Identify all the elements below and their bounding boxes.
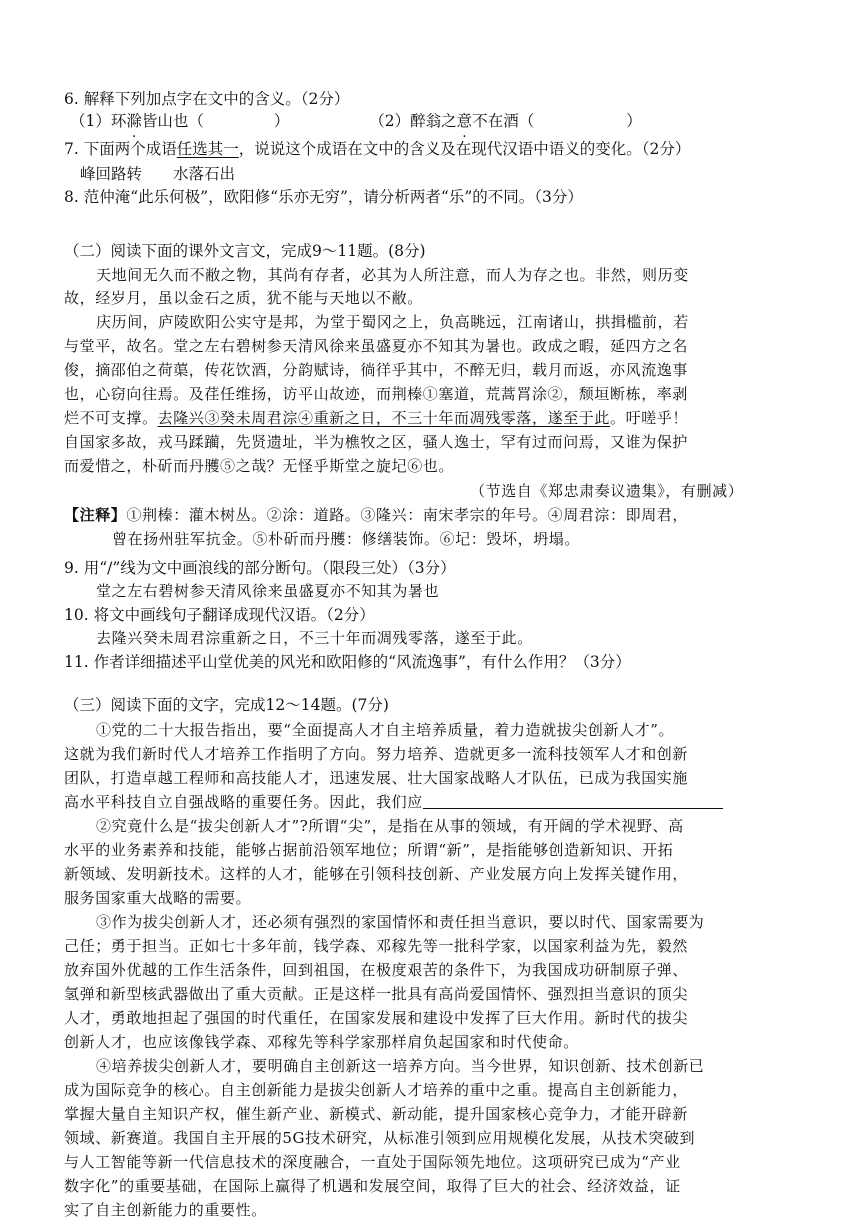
s2-p2-l1: 庆历间，庐陵欧阳公实守是邦，为堂于蜀冈之上，负高眺远，江南诸山，拱揖槛前，若 xyxy=(96,313,689,331)
s3-p1-l3: 团队，打造卓越工程师和高技能人才，迅速发展、壮大国家战略人才队伍，已成为我国实施 xyxy=(64,769,689,787)
s3-p3-l4: 氢弹和新型核武器做出了重大贡献。正是这样一批具有高尚爱国情怀、强烈担当意识的顶尖 xyxy=(64,985,689,1003)
q8-stem: 8. 范仲淹“此乐何极”，欧阳修“乐亦无穷”，请分析两者“乐”的不同。（3分） xyxy=(64,188,583,206)
q6-item1-close: ） xyxy=(273,112,290,130)
s2-notes-l1 xyxy=(64,504,688,526)
s3-p1-l4 xyxy=(64,791,723,813)
s2-notes-l2: 曾在扬州驻军抗金。⑤朴斫而丹雘：修缮装饰。⑥圮：毁坏，坍塌。 xyxy=(112,530,581,548)
s3-p3-l3: 放弃国外优越的工作生活条件，回到祖国，在极度艰苦的条件下，为我国成功研制原子弹、 xyxy=(64,961,689,979)
s3-p1-l1: ①党的二十大报告指出，要“全面提高人才自主培养质量，着力造就拔尖创新人才”。 xyxy=(96,721,675,739)
q10-stem: 10. 将文中画线句子翻译成现代汉语。（2分） xyxy=(64,606,375,624)
q6-item2-blank[interactable] xyxy=(534,112,626,128)
q6-item2-dot: 意 xyxy=(456,112,473,130)
s3-p3-l2: 己任；勇于担当。正如七十多年前，钱学森、邓稼先等一批科学家，以国家利益为先，毅然 xyxy=(64,937,689,955)
s2-p1-l2: 故，经岁月，虽以金石之质，犹不能与天地以不敝。 xyxy=(64,289,423,307)
s2-p2-l5-pre: 烂不可支撑。 xyxy=(64,409,158,427)
q6-item2-post: 不在酒（ xyxy=(472,112,535,130)
q6-item1-post: 皆山也（ xyxy=(141,112,204,130)
s3-p2-l4: 服务国家重大战略的需要。 xyxy=(64,889,252,907)
s3-p2-l3: 新领域、发明新技术。这样的人才，能够在引领科技创新、产业发展方向上发挥关键作用， xyxy=(64,865,689,883)
s3-p3-l1: ③作为拔尖创新人才，还必须有强烈的家国情怀和责任担当意识，要以时代、国家需要为 xyxy=(96,913,705,931)
s3-answer-blank[interactable] xyxy=(423,792,723,809)
section2-heading: （二）阅读下面的课外文言文，完成9～11题。(8分) xyxy=(64,242,426,260)
s3-p2-l2: 水平的业务素养和技能，能够占据前沿领军地位；所谓“新”，是指能够创造新知识、开拓 xyxy=(64,841,674,859)
s3-p4-l3: 掌握大量自主知识产权，催生新产业、新模式、新动能，提升国家核心竞争力，才能开辟新 xyxy=(64,1105,689,1123)
q7-stem-pre: 7. 下面两个成语 xyxy=(64,140,177,158)
s2-p2-l6: 自国家多故，戎马蹂躏，先贤遗址，半为樵牧之区，骚人逸士，罕有过而问焉，又谁为保护 xyxy=(64,433,689,451)
s2-p2-l2-text: 与堂平，故名。堂之左右碧树参天清风徐来虽盛夏亦不知其为暑也。政成之暇，延四方之名 xyxy=(64,337,689,355)
q11-stem: 11. 作者详细描述平山堂优美的风光和欧阳修的“风流逸事”，有什么作用？（3分） xyxy=(64,653,631,671)
q6-item1-pre: （1）环 xyxy=(70,112,127,130)
q9-text: 堂之左右碧树参天清风徐来虽盛夏亦不知其为暑也 xyxy=(96,582,440,600)
q9-stem: 9. 用“/”线为文中画浪线的部分断句。（限段三处）（3分） xyxy=(64,559,456,577)
q6-item2-pre: （2）醉翁之 xyxy=(369,112,457,130)
q7-stem-post: ，说说这个成语在文中的含义及在现代汉语中语义的变化。（2分） xyxy=(238,140,691,158)
s2-p2-l2 xyxy=(64,335,688,357)
s2-note-l1-text: ①荆榛：灌木树丛。②涂：道路。③隆兴：南宋孝宗的年号。④周君淙：即周君， xyxy=(126,506,689,524)
s2-note-label: 【注释】 xyxy=(64,506,127,524)
q6-item1-dot: 滁 xyxy=(126,112,142,130)
q6-item1-blank[interactable] xyxy=(204,112,274,128)
s3-p3-l6: 创新人才，也应该像钱学森、邓稼先等科学家那样肩负起国家和时代使命。 xyxy=(64,1033,579,1051)
s2-source: （节选自《郑忠肃奏议遗集》，有删减） xyxy=(470,482,744,500)
s3-p2-l1: ②究竟什么是“拔尖创新人才”?所谓“尖”，是指在从事的领域，有开阔的学术视野、高 xyxy=(96,817,684,835)
s2-p2-l4: 也，心窃向往焉。及荏任维扬，访平山故迹，而荆榛①塞道，荒蒿罥涂②，颓垣断栋，率剥 xyxy=(64,385,689,403)
q6-item2-close: ） xyxy=(626,112,642,130)
s2-p2-l5-underlined: 去隆兴③癸未周君淙④重新之日，不三十年而凋残零落，遂至于此 xyxy=(157,409,611,427)
s2-p2-l5 xyxy=(64,407,688,429)
q7-idioms: 峰回路转 水落石出 xyxy=(80,165,236,183)
q7-stem xyxy=(64,138,690,160)
q7-stem-under: 任选其一 xyxy=(176,140,239,158)
q10-text: 去隆兴癸未周君淙重新之日，不三十年而凋残零落，遂至于此。 xyxy=(96,629,533,647)
s2-p1-l1: 天地间无久而不敝之物，其尚有存者，必其为人所注意，而人为存之也。非然，则历变 xyxy=(96,266,689,284)
s3-p4-l4: 领域、新赛道。我国自主开展的5G技术研究，从标准引领到应用规模化发展，从技术突破到 xyxy=(64,1129,696,1147)
q6-stem: 6. 解释下列加点字在文中的含义。（2分） xyxy=(64,90,350,108)
s3-p1-l4-text: 高水平科技自立自强战略的重要任务。因此，我们应 xyxy=(64,793,423,811)
s2-p2-l7: 而爱惜之，朴斫而丹雘⑤之哉？无怪乎斯堂之旋圮⑥也。 xyxy=(64,457,455,475)
s3-p4-l1: ④培养拔尖创新人才，要明确自主创新这一培养方向。当今世界，知识创新、技术创新已 xyxy=(96,1057,705,1075)
s3-p4-l5: 与人工智能等新一代信息技术的深度融合，一直处于国际领先地位。这项研究已成为“产业 xyxy=(64,1153,681,1171)
q6-items xyxy=(70,110,642,132)
s3-p3-l5: 人才，勇敢地担起了强国的时代重任，在国家发展和建设中发挥了巨大作用。新时代的拔尖 xyxy=(64,1009,689,1027)
s3-p4-l2: 成为国际竞争的核心。自主创新能力是拔尖创新人才培养的重中之重。提高自主创新能力， xyxy=(64,1081,689,1099)
s2-p2-l5-post: 。吁嗟乎！ xyxy=(610,409,689,427)
s3-p1-l2: 这就为我们新时代人才培养工作指明了方向。努力培养、造就更多一流科技领军人才和创新 xyxy=(64,745,689,763)
s3-p4-l6: 数字化”的重要基础，在国际上赢得了机遇和发展空间，取得了巨大的社会、经济效益，证 xyxy=(64,1177,681,1195)
section3-heading: （三）阅读下面的文字，完成12～14题。(7分) xyxy=(64,696,389,714)
s3-p4-l7: 实了自主创新能力的重要性。 xyxy=(64,1201,267,1219)
s2-p2-l3: 俊，摘邵伯之荷蕖，传花饮酒，分韵赋诗，徜徉乎其中，不醉无归，载月而返，亦风流逸事 xyxy=(64,361,689,379)
